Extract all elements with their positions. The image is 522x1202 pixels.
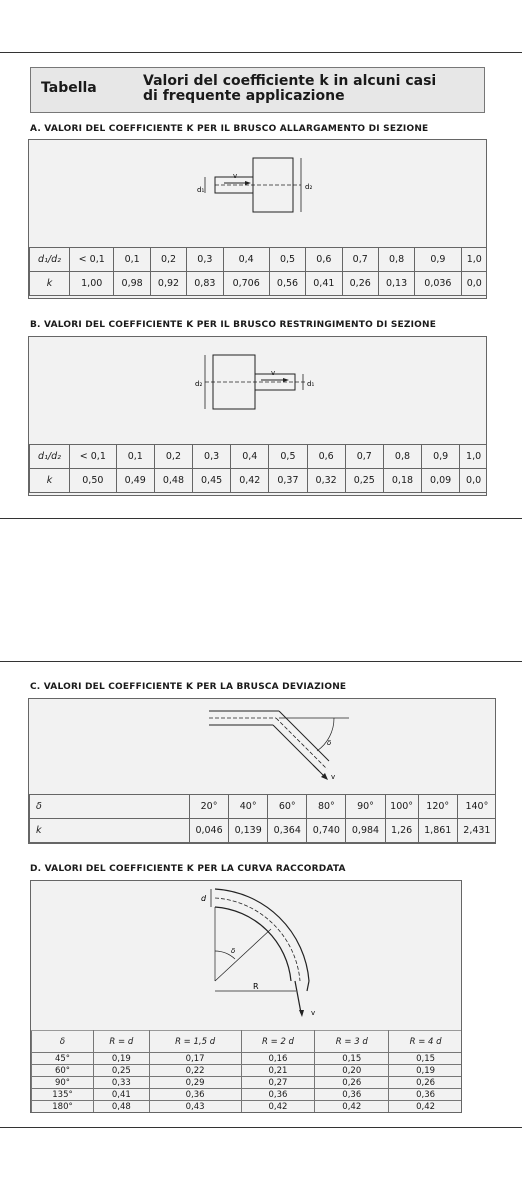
table-cell: 0,17 [149, 1053, 241, 1065]
table-cell: 0,25 [345, 469, 383, 493]
table-cell: 0,09 [422, 469, 460, 493]
table-cell: 1,26 [385, 819, 418, 843]
table-row [32, 1065, 463, 1077]
table-cell: 0,6 [307, 445, 345, 469]
table-cell: 0,1 [114, 248, 150, 272]
table-cell: 0,740 [307, 819, 346, 843]
table-cell: 1,861 [418, 819, 457, 843]
table-cell: 1,0 [460, 445, 487, 469]
table-row [30, 272, 488, 296]
section-a-v-label: v [233, 172, 238, 180]
sudden-enlargement-diagram [29, 140, 487, 246]
table-label: Tabella [41, 80, 97, 96]
table-cell: 0,36 [315, 1089, 389, 1101]
table-cell: 60° [268, 795, 307, 819]
table-cell: 0,7 [342, 248, 378, 272]
table-cell: 90° [32, 1077, 94, 1089]
table-cell: 0,18 [383, 469, 421, 493]
table-cell: 0,20 [315, 1065, 389, 1077]
table-cell: 0,33 [94, 1077, 150, 1089]
table-cell: 1,00 [70, 272, 114, 296]
table-title-line-1: Valori del coefficiente k in alcuni casi [143, 73, 437, 89]
table-title-line-2: di frequente applicazione [143, 88, 345, 104]
table-cell: 0,26 [342, 272, 378, 296]
section-a-d2-label: d₂ [305, 183, 313, 191]
table-cell: 0,4 [223, 248, 269, 272]
table-cell: 0,29 [149, 1077, 241, 1089]
table-title [143, 74, 473, 104]
rounded-bend-diagram [31, 881, 462, 1029]
table-row [30, 248, 488, 272]
table-cell: 0,2 [150, 248, 186, 272]
table-cell: 0,984 [346, 819, 385, 843]
table-cell: 0,26 [315, 1077, 389, 1089]
table-cell: 0,16 [241, 1053, 315, 1065]
table-cell: 0,8 [383, 445, 421, 469]
section-c-panel [28, 698, 496, 844]
table-header-row [32, 1031, 463, 1053]
table-cell: 0,56 [269, 272, 305, 296]
table-cell: 0,26 [389, 1077, 462, 1089]
table-cell: 0,92 [150, 272, 186, 296]
table-cell: 40° [229, 795, 268, 819]
table-row [30, 795, 497, 819]
section-d-heading: D. VALORI DEL COEFFICIENTE K PER LA CURVA RACCORDATA [30, 864, 346, 874]
table-row [30, 819, 497, 843]
table-cell: 0,15 [389, 1053, 462, 1065]
table-cell: 0,9 [415, 248, 461, 272]
table-cell: 0,22 [149, 1065, 241, 1077]
table-cell: 0,42 [315, 1101, 389, 1113]
table-cell: 0,0 [460, 469, 487, 493]
table-cell: 0,19 [389, 1065, 462, 1077]
column-header: R = 3 d [315, 1031, 389, 1053]
table-cell: 0,046 [190, 819, 229, 843]
section-a-panel [28, 139, 487, 299]
row-header: k [30, 469, 70, 493]
table-cell: 0,5 [269, 445, 307, 469]
table-cell: 0,27 [241, 1077, 315, 1089]
table-cell: 0,36 [241, 1089, 315, 1101]
section-c-v-label: v [331, 773, 336, 781]
section-a-heading: A. VALORI DEL COEFFICIENTE K PER IL BRUSCO ALLARGAMENTO DI SEZIONE [30, 124, 429, 134]
table-cell: 0,45 [193, 469, 231, 493]
table-cell: 20° [190, 795, 229, 819]
table-cell: 0,706 [223, 272, 269, 296]
table-cell: 0,41 [306, 272, 342, 296]
table-cell: 0,19 [94, 1053, 150, 1065]
table-cell: < 0,1 [70, 248, 114, 272]
table-cell: 0,9 [422, 445, 460, 469]
table-cell: 135° [32, 1089, 94, 1101]
table-cell: 1,0 [461, 248, 487, 272]
table-cell: 0,1 [116, 445, 154, 469]
row-header: d₁/d₂ [30, 248, 70, 272]
section-a-table [29, 247, 487, 296]
row-header: δ [30, 795, 190, 819]
table-cell: 0,5 [269, 248, 305, 272]
table-cell: 0,42 [241, 1101, 315, 1113]
table-cell: 180° [32, 1101, 94, 1113]
column-header: δ [32, 1031, 94, 1053]
table-cell: 0,21 [241, 1065, 315, 1077]
table-cell: 0,0 [461, 272, 487, 296]
table-cell: 0,4 [231, 445, 269, 469]
section-c-table [29, 794, 496, 843]
table-cell: 0,42 [231, 469, 269, 493]
column-header: R = 2 d [241, 1031, 315, 1053]
separator-middle-1 [0, 518, 522, 519]
table-cell: 0,36 [149, 1089, 241, 1101]
table-row [32, 1053, 463, 1065]
table-cell: 90° [346, 795, 385, 819]
section-b-v-label: v [271, 369, 276, 377]
table-cell: 2,431 [457, 819, 496, 843]
table-title-box [30, 67, 485, 113]
table-cell: 120° [418, 795, 457, 819]
column-header: R = 4 d [389, 1031, 462, 1053]
table-row [32, 1077, 463, 1089]
table-cell: 0,37 [269, 469, 307, 493]
table-cell: 0,41 [94, 1089, 150, 1101]
section-b-panel [28, 336, 487, 496]
table-cell: 0,8 [378, 248, 414, 272]
section-d-panel [30, 880, 462, 1113]
section-b-heading: B. VALORI DEL COEFFICIENTE K PER IL BRUSCO RESTRINGIMENTO DI SEZIONE [30, 320, 437, 330]
table-cell: 0,3 [187, 248, 223, 272]
table-cell: 0,13 [378, 272, 414, 296]
row-header: k [30, 819, 190, 843]
row-header: d₁/d₂ [30, 445, 70, 469]
table-cell: 0,32 [307, 469, 345, 493]
table-cell: 60° [32, 1065, 94, 1077]
table-row [32, 1101, 463, 1113]
section-d-r-label: R [253, 982, 259, 991]
table-cell: 0,48 [94, 1101, 150, 1113]
table-cell: 0,036 [415, 272, 461, 296]
table-cell: 0,50 [70, 469, 117, 493]
table-cell: 100° [385, 795, 418, 819]
section-b-d2-label: d₂ [195, 380, 203, 388]
table-cell: 80° [307, 795, 346, 819]
section-d-v-label: v [311, 1009, 316, 1017]
table-cell: 0,15 [315, 1053, 389, 1065]
table-cell: 0,48 [154, 469, 192, 493]
section-a-d1-label: d₁ [197, 186, 205, 194]
table-cell: 0,83 [187, 272, 223, 296]
table-cell: 0,36 [389, 1089, 462, 1101]
separator-middle-2 [0, 661, 522, 662]
table-row [30, 469, 488, 493]
section-c-heading: C. VALORI DEL COEFFICIENTE K PER LA BRUSCA DEVIAZIONE [30, 682, 347, 692]
table-cell: 0,364 [268, 819, 307, 843]
section-c-delta-label: δ [327, 739, 332, 747]
sudden-contraction-diagram [29, 337, 487, 443]
column-header: R = d [94, 1031, 150, 1053]
separator-bottom [0, 1127, 522, 1128]
table-cell: 0,6 [306, 248, 342, 272]
column-header: R = 1,5 d [149, 1031, 241, 1053]
table-row [32, 1089, 463, 1101]
table-cell: 0,49 [116, 469, 154, 493]
table-cell: 140° [457, 795, 496, 819]
row-header: k [30, 272, 70, 296]
section-d-d-label: d [201, 894, 207, 903]
table-cell: 0,2 [154, 445, 192, 469]
separator-top [0, 52, 522, 53]
table-cell: 0,3 [193, 445, 231, 469]
table-row [30, 445, 488, 469]
table-cell: 0,25 [94, 1065, 150, 1077]
table-cell: 0,43 [149, 1101, 241, 1113]
table-cell: 0,98 [114, 272, 150, 296]
table-cell: < 0,1 [70, 445, 117, 469]
table-cell: 0,42 [389, 1101, 462, 1113]
table-cell: 0,7 [345, 445, 383, 469]
table-cell: 0,139 [229, 819, 268, 843]
section-b-table [29, 444, 487, 493]
table-cell: 45° [32, 1053, 94, 1065]
sharp-bend-diagram [29, 699, 496, 795]
section-d-table [31, 1030, 462, 1113]
section-b-d1-label: d₁ [307, 380, 315, 388]
section-d-delta-label: δ [231, 947, 236, 955]
